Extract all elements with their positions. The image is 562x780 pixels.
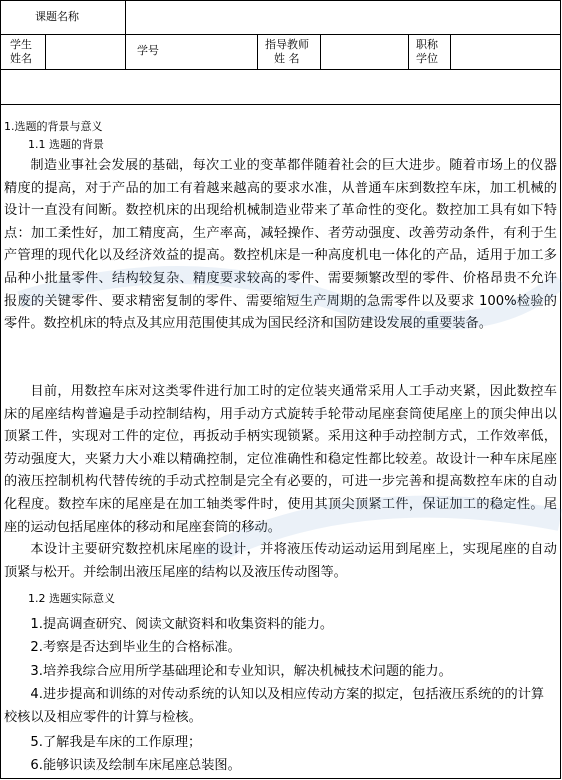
student-name-label-line1: 学生 [10,38,32,51]
table-row-divider [0,69,561,70]
title-rank-label-line1: 职称 [416,38,438,51]
list-item: 5.了解我是车床的工作原理； [30,735,202,750]
course-title-label: 课题名称 [35,10,79,23]
list-item: 6.能够识读及绘制车床尾座总装图。 [30,758,241,773]
table-col-divider [450,34,451,69]
list-item: 3.培养我综合应用所学基础理论和专业知识，解决机械技术问题的能力。 [30,664,452,679]
table-row-divider [0,104,561,105]
background-paragraph-1: 制造业事社会发展的基础，每次工业的变革都伴随着社会的巨大进步。随着市场上的仪器精度的提高，对于产品的加工有着越来越高的要求水准，从普通车床到数控车床，加工机械的设计一直没有间断。数控机床的出现给机械制造业带来了革命性的变化。数控加工具有如下特点：加工柔性好，加工精度高，生产率高，减轻操作、者劳动强度、改善劳动条件，有利于生产管理的现代化以及经济效益的提高。数控机床是一种高度机电一体化的产品，适用于加工多品种小批量零件、结构较复杂、精度要求较高的零件、需要频繁改型的零件、价格昂贵不允许报废的关键零件、要求精密复制的零件、需要缩短生产周期的急需零件以及要求 100%检验的零件。数控机床的特点及其应用范围使其成为国民经济和国防建设发展的重要装备。 [4,158,557,332]
table-col-divider [320,34,321,69]
subsection-heading: 1.1 选题的背景 [28,138,104,151]
background-paragraph-2: 目前，用数控车床对这类零件进行加工时的定位装夹通常采用人工手动夹紧，因此数控车床的尾座结构普遍是手动控制结构，用手动方式旋转手轮带动尾座套筒使尾座上的顶尖伸出以顶紧工件，实现对工件的定位，再扳动手柄实现锁紧。采用这种手动控制方式，工作效率低，劳动强度大，夹紧力大小难以精确控制，定位准确性和稳定性都比较差。故设计一种车床尾座的液压控制机构代替传统的手动式控制是完全有必要的，可进一步完善和提高数控车床的自动化程度。数控车床的尾座是在加工轴类零件时，使用其顶尖顶紧工件，保证加工的稳定性。尾座的运动包括尾座体的移动和尾座套筒的移动。 [4,384,557,535]
list-item: 4.进步提高和训练的对传动系统的认知以及相应传动方案的拟定，包括液压系统的的计算校核以及相应零件的计算与检核。 [4,687,545,725]
table-col-divider [125,0,126,69]
advisor-label-line2: 姓 名 [274,52,300,65]
list-item: 1.提高调查研究、阅读文献资料和收集资料的能力。 [30,617,334,632]
student-id-label: 学号 [137,44,159,57]
student-name-label-line2: 姓名 [10,52,32,65]
title-rank-label-line2: 学位 [416,52,438,65]
table-col-divider [257,34,258,69]
advisor-label-line1: 指导教师 [265,38,309,51]
subsection-heading: 1.2 选题实际意义 [28,592,115,605]
section-heading: 1.选题的背景与意义 [4,120,103,133]
table-col-divider [408,34,409,69]
list-item: 2.考察是否达到毕业生的合格标准。 [30,640,241,655]
table-col-divider [45,34,46,69]
table-row-divider [0,34,561,35]
background-paragraph-3: 本设计主要研究数控机床尾座的设计，并将液压传动运动运用到尾座上，实现尾座的自动顶紧与松开。并绘制出液压尾座的结构以及液压传动图等。 [4,542,557,580]
